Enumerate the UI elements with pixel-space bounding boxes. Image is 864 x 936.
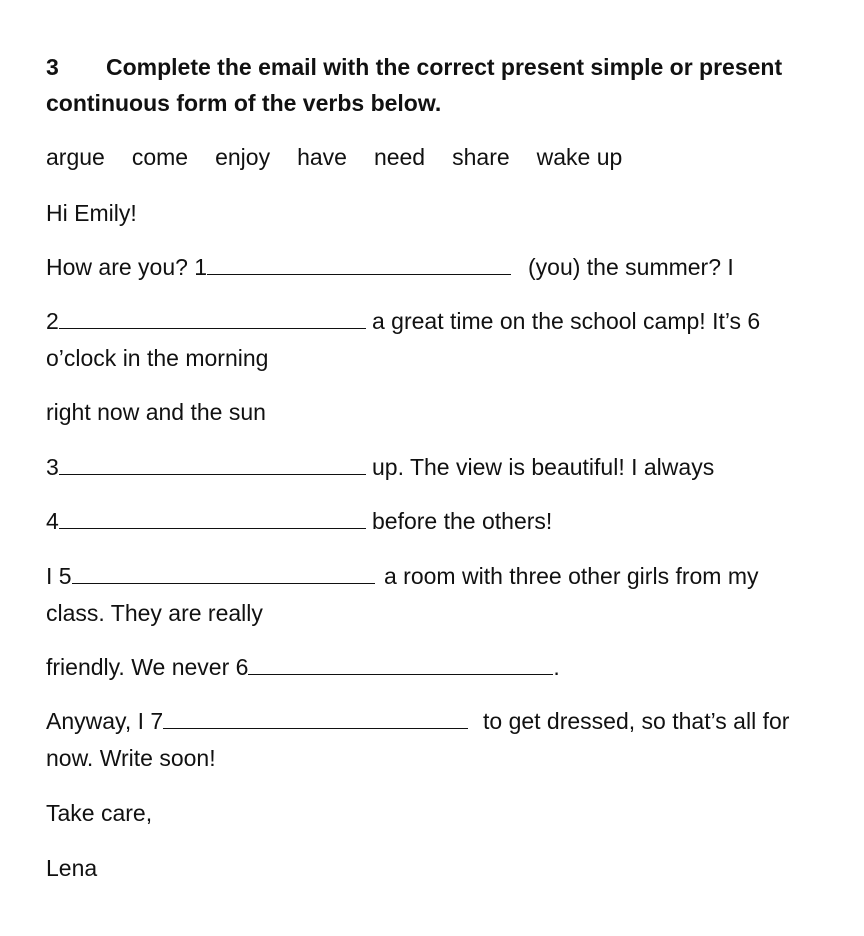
- line-text: Anyway, I 7: [46, 708, 164, 734]
- email-line: [46, 652, 560, 682]
- answer-blank-4[interactable]: [59, 506, 366, 529]
- line-text: a room with three other girls from my: [384, 563, 759, 589]
- verb-item: have: [297, 144, 347, 170]
- line-number: 3: [46, 454, 59, 480]
- line-text: a great time on the school camp! It’s 6: [372, 308, 761, 334]
- line-text: class. They are really: [46, 600, 263, 626]
- answer-blank-6[interactable]: [248, 652, 553, 675]
- verb-item: enjoy: [215, 144, 271, 170]
- verb-item: need: [373, 144, 426, 170]
- email-greeting: Hi Emily!: [46, 200, 137, 226]
- line-text: How are you? 1: [46, 254, 208, 280]
- instruction-line-2: continuous form of the verbs below.: [46, 90, 442, 116]
- exercise-number: 3: [46, 54, 59, 80]
- line-text: right now and the sun: [46, 399, 266, 425]
- answer-blank-2[interactable]: [59, 306, 366, 329]
- verb-item: wake up: [536, 144, 623, 170]
- answer-blank-1[interactable]: [207, 252, 511, 275]
- answer-blank-3[interactable]: [59, 452, 366, 475]
- line-number: 2: [46, 308, 59, 334]
- verb-item: argue: [46, 144, 105, 170]
- line-text: up. The view is beautiful! I always: [372, 454, 715, 480]
- verb-item: come: [131, 144, 189, 170]
- line-text: now. Write soon!: [46, 745, 216, 771]
- email-line: [46, 506, 366, 536]
- line-text: to get dressed, so that’s all for: [483, 708, 790, 734]
- email-line: [46, 452, 366, 482]
- email-signature: Lena: [46, 855, 98, 881]
- instruction-line-1: Complete the email with the correct present simple or present: [106, 54, 783, 80]
- email-line: [46, 252, 511, 282]
- verb-bank: [46, 142, 622, 172]
- answer-blank-5[interactable]: [72, 561, 375, 584]
- email-line: [46, 706, 468, 736]
- line-number: 4: [46, 508, 59, 534]
- verb-item: share: [452, 144, 510, 170]
- email-line: [46, 561, 375, 591]
- line-text: (you) the summer? I: [528, 254, 734, 280]
- line-number: I 5: [46, 563, 72, 589]
- email-closing: Take care,: [46, 800, 153, 826]
- line-text: before the others!: [372, 508, 553, 534]
- line-text: o’clock in the morning: [46, 345, 269, 371]
- answer-blank-7[interactable]: [163, 706, 468, 729]
- line-text: .: [553, 654, 560, 680]
- email-line: [46, 306, 366, 336]
- line-text: friendly. We never 6: [46, 654, 249, 680]
